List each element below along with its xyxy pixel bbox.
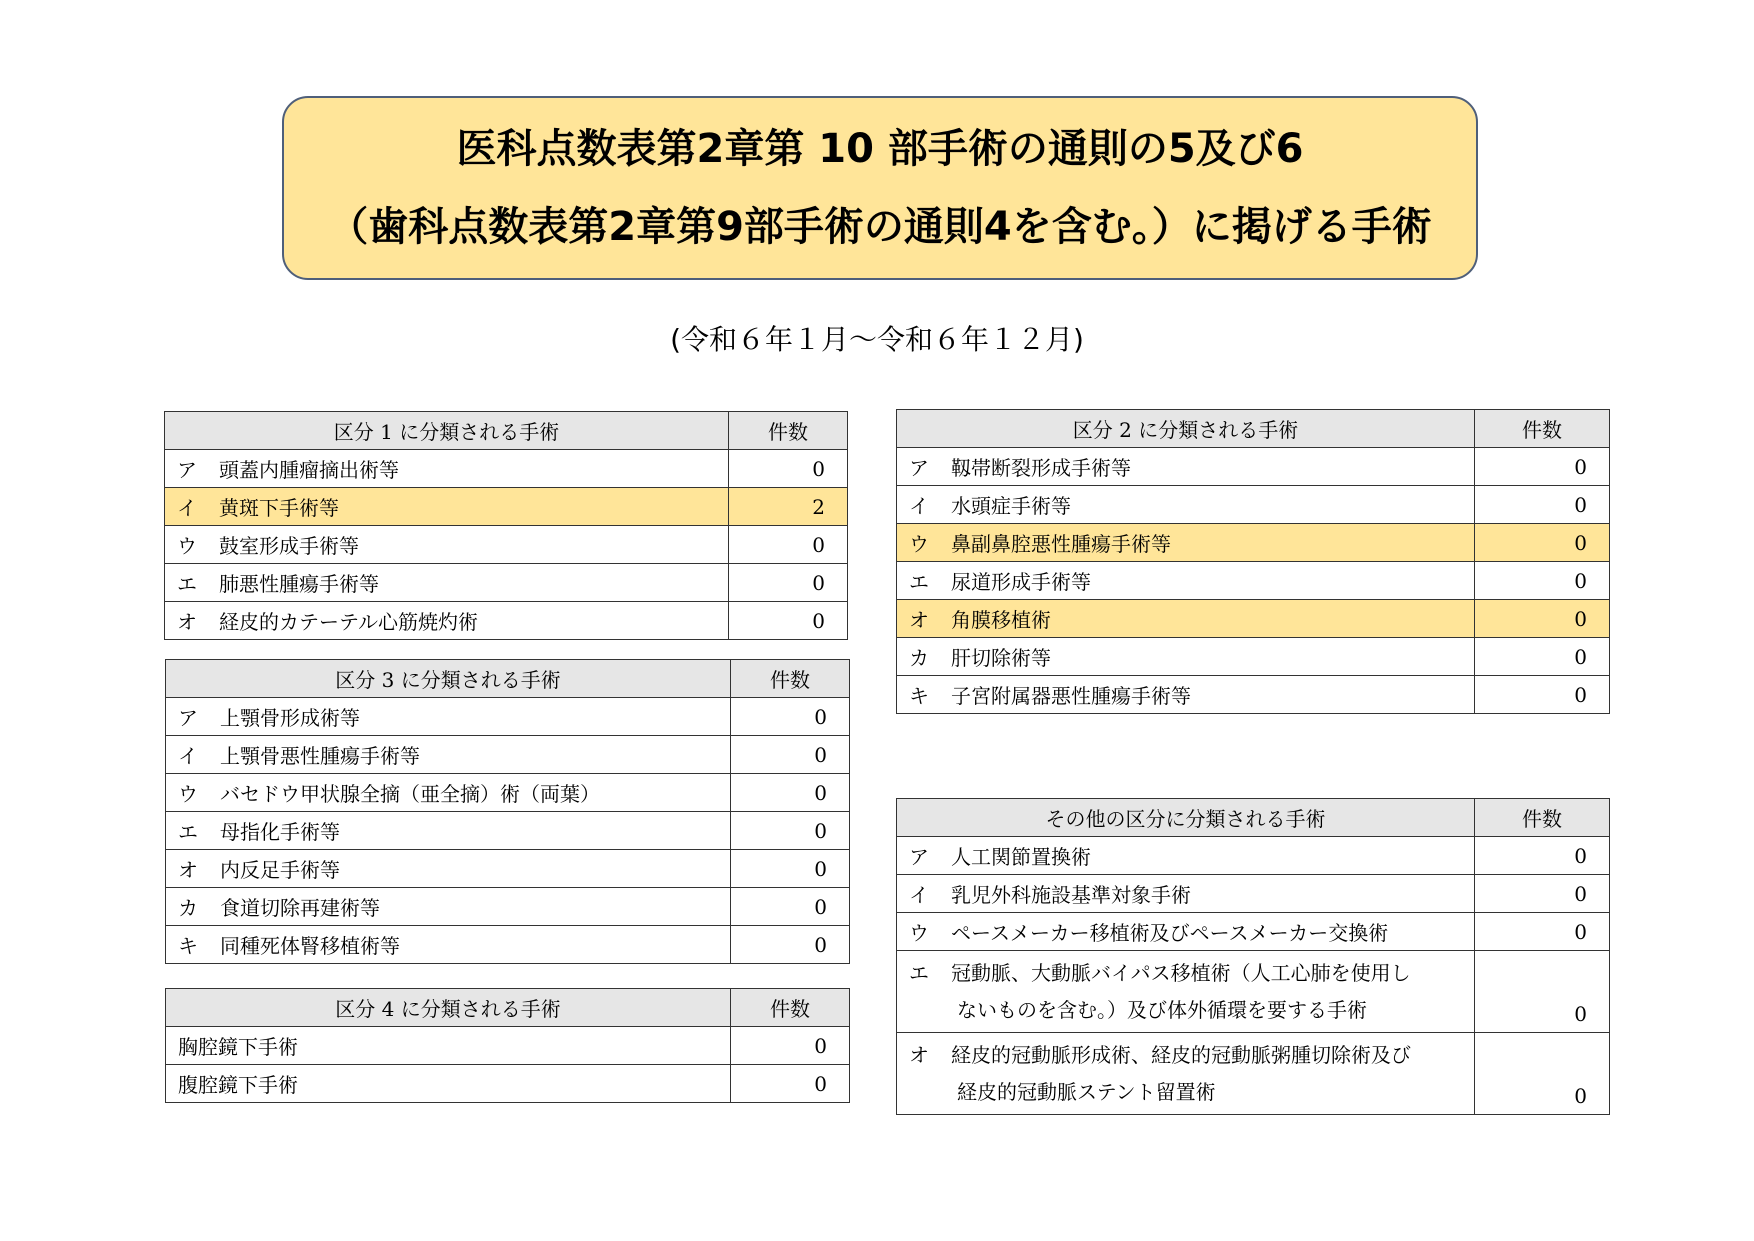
row-count: 0 — [731, 1027, 850, 1065]
row-name: 腹腔鏡下手術 — [166, 1065, 731, 1103]
row-name: ペースメーカー移植術及びペースメーカー交換術 — [951, 921, 1389, 945]
row-mark: エ — [177, 572, 197, 596]
table-row — [166, 812, 850, 850]
row-mark: エ — [178, 820, 198, 844]
table-row — [165, 602, 848, 640]
table-row — [897, 448, 1610, 486]
row-count: 0 — [1475, 951, 1610, 1033]
count-header: 件数 — [731, 660, 850, 698]
row-mark: エ — [909, 961, 929, 985]
row-count: 0 — [731, 926, 850, 964]
table-row — [897, 1033, 1610, 1115]
section3-table — [165, 659, 850, 964]
table-row — [897, 951, 1610, 1033]
table-row — [897, 676, 1610, 714]
row-mark: ア — [909, 845, 929, 869]
row-mark: カ — [909, 646, 929, 670]
count-header: 件数 — [731, 989, 850, 1027]
row-mark: イ — [909, 494, 929, 518]
row-mark: カ — [178, 896, 198, 920]
table-row-highlighted — [897, 600, 1610, 638]
row-name: 尿道形成手術等 — [951, 570, 1091, 594]
row-mark: ウ — [909, 532, 929, 556]
row-mark: キ — [909, 684, 929, 708]
row-name: バセドウ甲状腺全摘（亜全摘）術（両葉） — [220, 782, 600, 806]
row-count: 0 — [1475, 448, 1610, 486]
row-count: 0 — [731, 698, 850, 736]
row-count: 0 — [731, 774, 850, 812]
row-name: 同種死体腎移植術等 — [220, 934, 400, 958]
row-name-continued: 経皮的冠動脈ステント留置術 — [957, 1080, 1216, 1104]
row-mark: ウ — [909, 921, 929, 945]
row-name-continued: ないものを含む。）及び体外循環を要する手術 — [957, 998, 1367, 1022]
row-mark: オ — [177, 610, 197, 634]
row-mark: ウ — [178, 782, 198, 806]
row-mark: オ — [909, 608, 929, 632]
row-name: 上顎骨形成術等 — [220, 706, 360, 730]
table-row — [166, 888, 850, 926]
other-section-header: その他の区分に分類される手術 — [897, 799, 1475, 837]
section2-header: 区分 2 に分類される手術 — [897, 410, 1475, 448]
row-mark: イ — [909, 883, 929, 907]
section3-header: 区分 3 に分類される手術 — [166, 660, 731, 698]
row-count: 0 — [731, 812, 850, 850]
row-name: 食道切除再建術等 — [220, 896, 380, 920]
title-banner — [282, 96, 1478, 280]
table-row — [897, 562, 1610, 600]
table-row — [166, 1027, 850, 1065]
row-count: 0 — [729, 450, 848, 488]
row-count: 0 — [729, 564, 848, 602]
row-count: 0 — [1475, 837, 1610, 875]
row-count: 0 — [731, 1065, 850, 1103]
row-count: 0 — [1475, 562, 1610, 600]
table-row — [165, 450, 848, 488]
row-name: 人工関節置換術 — [951, 845, 1091, 869]
row-name: 肺悪性腫瘍手術等 — [219, 572, 379, 596]
row-mark: ア — [178, 706, 198, 730]
row-mark: ア — [177, 458, 197, 482]
count-header: 件数 — [729, 412, 848, 450]
row-count: 0 — [731, 850, 850, 888]
count-header: 件数 — [1475, 799, 1610, 837]
row-mark: イ — [178, 744, 198, 768]
row-count: 0 — [729, 526, 848, 564]
row-count: 0 — [1475, 638, 1610, 676]
row-name: 角膜移植術 — [951, 608, 1051, 632]
table-row — [165, 526, 848, 564]
table-row — [166, 698, 850, 736]
row-count: 0 — [1475, 524, 1610, 562]
row-count: 0 — [1475, 875, 1610, 913]
row-name: 経皮的カテーテル心筋焼灼術 — [219, 610, 478, 634]
count-header: 件数 — [1475, 410, 1610, 448]
row-mark: ア — [909, 456, 929, 480]
row-count: 0 — [1475, 486, 1610, 524]
table-row — [897, 837, 1610, 875]
row-name: 上顎骨悪性腫瘍手術等 — [220, 744, 420, 768]
row-mark: オ — [178, 858, 198, 882]
table-row-highlighted — [897, 524, 1610, 562]
row-mark: ウ — [177, 534, 197, 558]
row-mark: キ — [178, 934, 198, 958]
section1-table — [164, 411, 848, 640]
row-name: 子宮附属器悪性腫瘍手術等 — [951, 684, 1191, 708]
table-row — [897, 875, 1610, 913]
row-name: 乳児外科施設基準対象手術 — [951, 883, 1191, 907]
row-name: 鼻副鼻腔悪性腫瘍手術等 — [951, 532, 1171, 556]
table-row — [897, 638, 1610, 676]
row-name: 胸腔鏡下手術 — [166, 1027, 731, 1065]
row-name: 鼓室形成手術等 — [219, 534, 359, 558]
section4-table — [165, 988, 850, 1103]
table-row — [165, 564, 848, 602]
row-count: 0 — [1475, 600, 1610, 638]
row-mark: イ — [177, 496, 197, 520]
row-name: 肝切除術等 — [951, 646, 1051, 670]
table-row — [166, 774, 850, 812]
section2-table — [896, 409, 1610, 714]
other-section-table — [896, 798, 1610, 1115]
section4-header: 区分 4 に分類される手術 — [166, 989, 731, 1027]
row-count: 0 — [1475, 913, 1610, 951]
section1-header: 区分 1 に分類される手術 — [165, 412, 729, 450]
table-row — [897, 486, 1610, 524]
row-name: 内反足手術等 — [220, 858, 340, 882]
row-count: 0 — [731, 736, 850, 774]
row-mark: オ — [909, 1043, 929, 1067]
period-label: (令和６年１月～令和６年１２月) — [670, 323, 1084, 356]
row-mark: エ — [909, 570, 929, 594]
row-count: 0 — [729, 602, 848, 640]
row-name: 靱帯断裂形成手術等 — [951, 456, 1131, 480]
table-row — [166, 850, 850, 888]
row-count: 0 — [731, 888, 850, 926]
row-count: 2 — [729, 488, 848, 526]
row-name: 水頭症手術等 — [951, 494, 1071, 518]
table-row — [166, 926, 850, 964]
row-name: 頭蓋内腫瘤摘出術等 — [219, 458, 399, 482]
row-name: 母指化手術等 — [220, 820, 340, 844]
row-name: 黄斑下手術等 — [219, 496, 339, 520]
row-name: 経皮的冠動脈形成術、経皮的冠動脈粥腫切除術及び — [951, 1043, 1411, 1067]
table-row — [166, 1065, 850, 1103]
table-row — [166, 736, 850, 774]
table-row — [897, 913, 1610, 951]
table-row-highlighted — [165, 488, 848, 526]
title-line-2: （歯科点数表第2章第9部手術の通則4を含む。）に掲げる手術 — [328, 204, 1432, 250]
row-count: 0 — [1475, 676, 1610, 714]
row-count: 0 — [1475, 1033, 1610, 1115]
row-name: 冠動脈、大動脈バイパス移植術（人工心肺を使用し — [951, 961, 1411, 985]
title-line-1: 医科点数表第2章第 10 部手術の通則の5及び6 — [456, 126, 1304, 172]
